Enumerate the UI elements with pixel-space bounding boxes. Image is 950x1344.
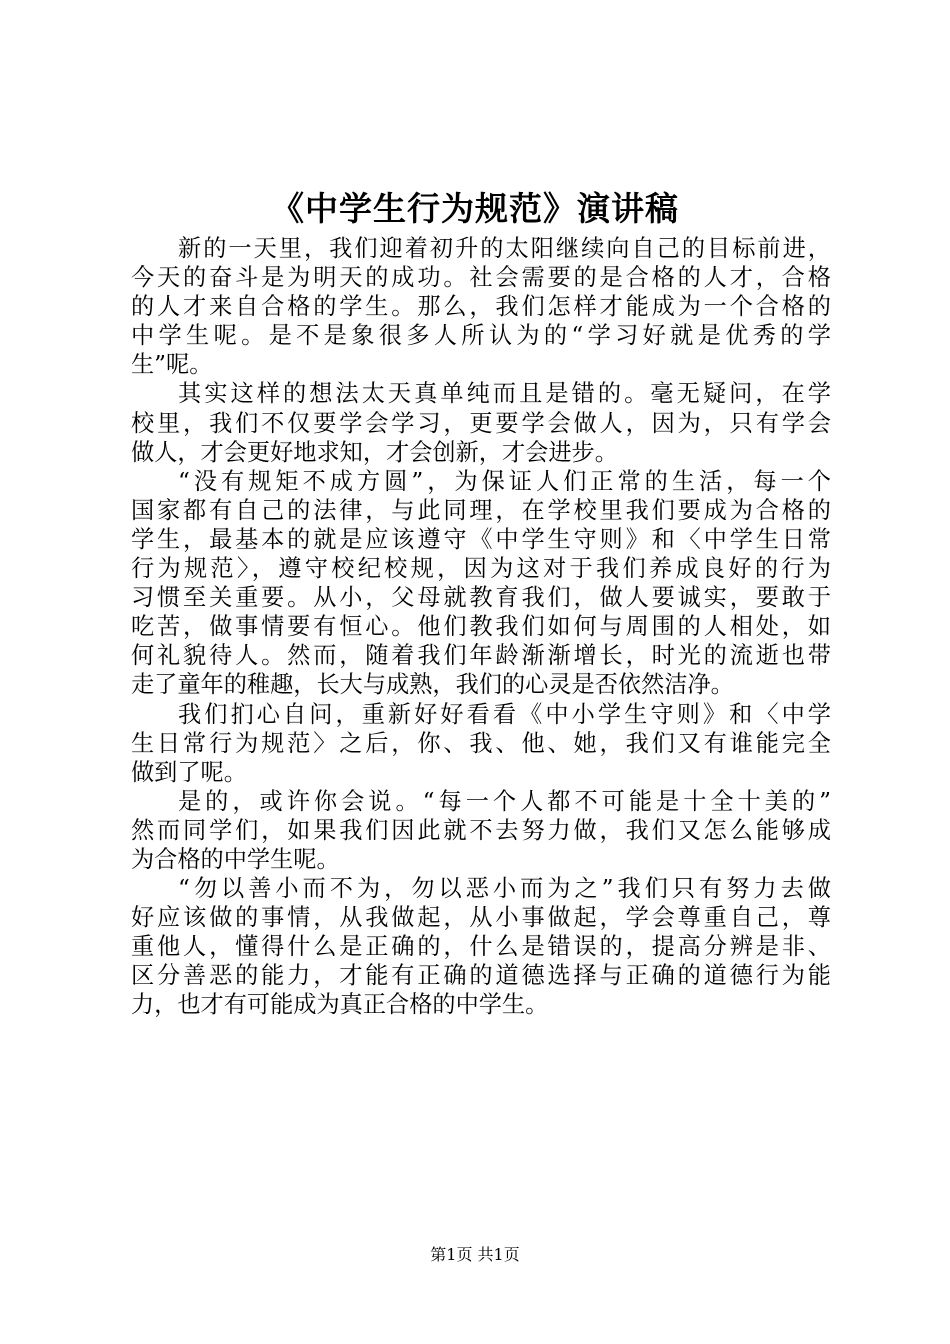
- paragraph-line: “没有规矩不成方圆”，为保证人们正常的生活，每一个: [178, 467, 831, 495]
- paragraph-line: 其实这样的想法太天真单纯而且是错的。毫无疑问，在学: [178, 380, 831, 408]
- paragraph: [131, 874, 831, 1019]
- paragraph-line: 习惯至关重要。从小，父母就教育我们，做人要诚实，要敢于: [131, 584, 831, 612]
- paragraph-line: 生”呢。: [131, 351, 213, 379]
- paragraph-line: 重他人，懂得什么是正确的，什么是错误的，提高分辨是非、: [131, 933, 831, 961]
- paragraph-line: “勿以善小而不为，勿以恶小而为之”我们只有努力去做: [178, 875, 831, 903]
- paragraph: [131, 787, 831, 874]
- paragraph-line: 区分善恶的能力，才能有正确的道德选择与正确的道德行为能: [131, 962, 831, 990]
- paragraph-line: 学生，最基本的就是应该遵守《中学生守则》和〈中学生日常: [131, 525, 831, 553]
- paragraph-line: 何礼貌待人。然而，随着我们年龄渐渐增长，时光的流逝也带: [131, 642, 831, 670]
- paragraph-line: 我们扪心自问，重新好好看看《中小学生守则》和〈中学: [178, 700, 831, 728]
- document-title: 《中学生行为规范》演讲稿: [271, 189, 679, 228]
- paragraph-line: 生日常行为规范〉之后，你、我、他、她，我们又有谁能完全: [131, 729, 831, 757]
- paragraph: [131, 379, 831, 466]
- paragraph-line: 的人才来自合格的学生。那么，我们怎样才能成为一个合格的: [131, 293, 831, 321]
- paragraph-line: 新的一天里，我们迎着初升的太阳继续向自己的目标前进，: [178, 235, 831, 262]
- document-body: [131, 234, 831, 1020]
- paragraph-line: 走了童年的稚趣，长大与成熟，我们的心灵是否依然洁净。: [131, 671, 734, 699]
- paragraph-line: 行为规范〉，遵守校纪校规，因为这对于我们养成良好的行为: [131, 555, 831, 583]
- paragraph-line: 为合格的中学生呢。: [131, 845, 340, 873]
- paragraph-line: 做到了呢。: [131, 758, 247, 786]
- paragraph-line: 做人，才会更好地求知，才会创新，才会进步。: [131, 438, 618, 466]
- page-footer: 第1页 共1页: [430, 1245, 520, 1264]
- paragraph: [131, 234, 831, 379]
- paragraph-line: 是的，或许你会说。“每一个人都不可能是十全十美的”: [178, 787, 831, 815]
- paragraph-line: 然而同学们，如果我们因此就不去努力做，我们又怎么能够成: [131, 816, 831, 844]
- paragraph-line: 国家都有自己的法律，与此同理，在学校里我们要成为合格的: [131, 496, 831, 524]
- paragraph: [131, 467, 831, 700]
- paragraph: [131, 700, 831, 787]
- paragraph-line: 校里，我们不仅要学会学习，更要学会做人，因为，只有学会: [131, 409, 831, 437]
- paragraph-line: 吃苦，做事情要有恒心。他们教我们如何与周围的人相处，如: [131, 613, 831, 641]
- paragraph-line: 力，也才有可能成为真正合格的中学生。: [131, 991, 549, 1019]
- paragraph-line: 今天的奋斗是为明天的成功。社会需要的是合格的人才，合格: [131, 264, 831, 292]
- paragraph-line: 好应该做的事情，从我做起，从小事做起，学会尊重自己，尊: [131, 904, 831, 932]
- paragraph-line: 中学生呢。是不是象很多人所认为的“学习好就是优秀的学: [131, 322, 831, 350]
